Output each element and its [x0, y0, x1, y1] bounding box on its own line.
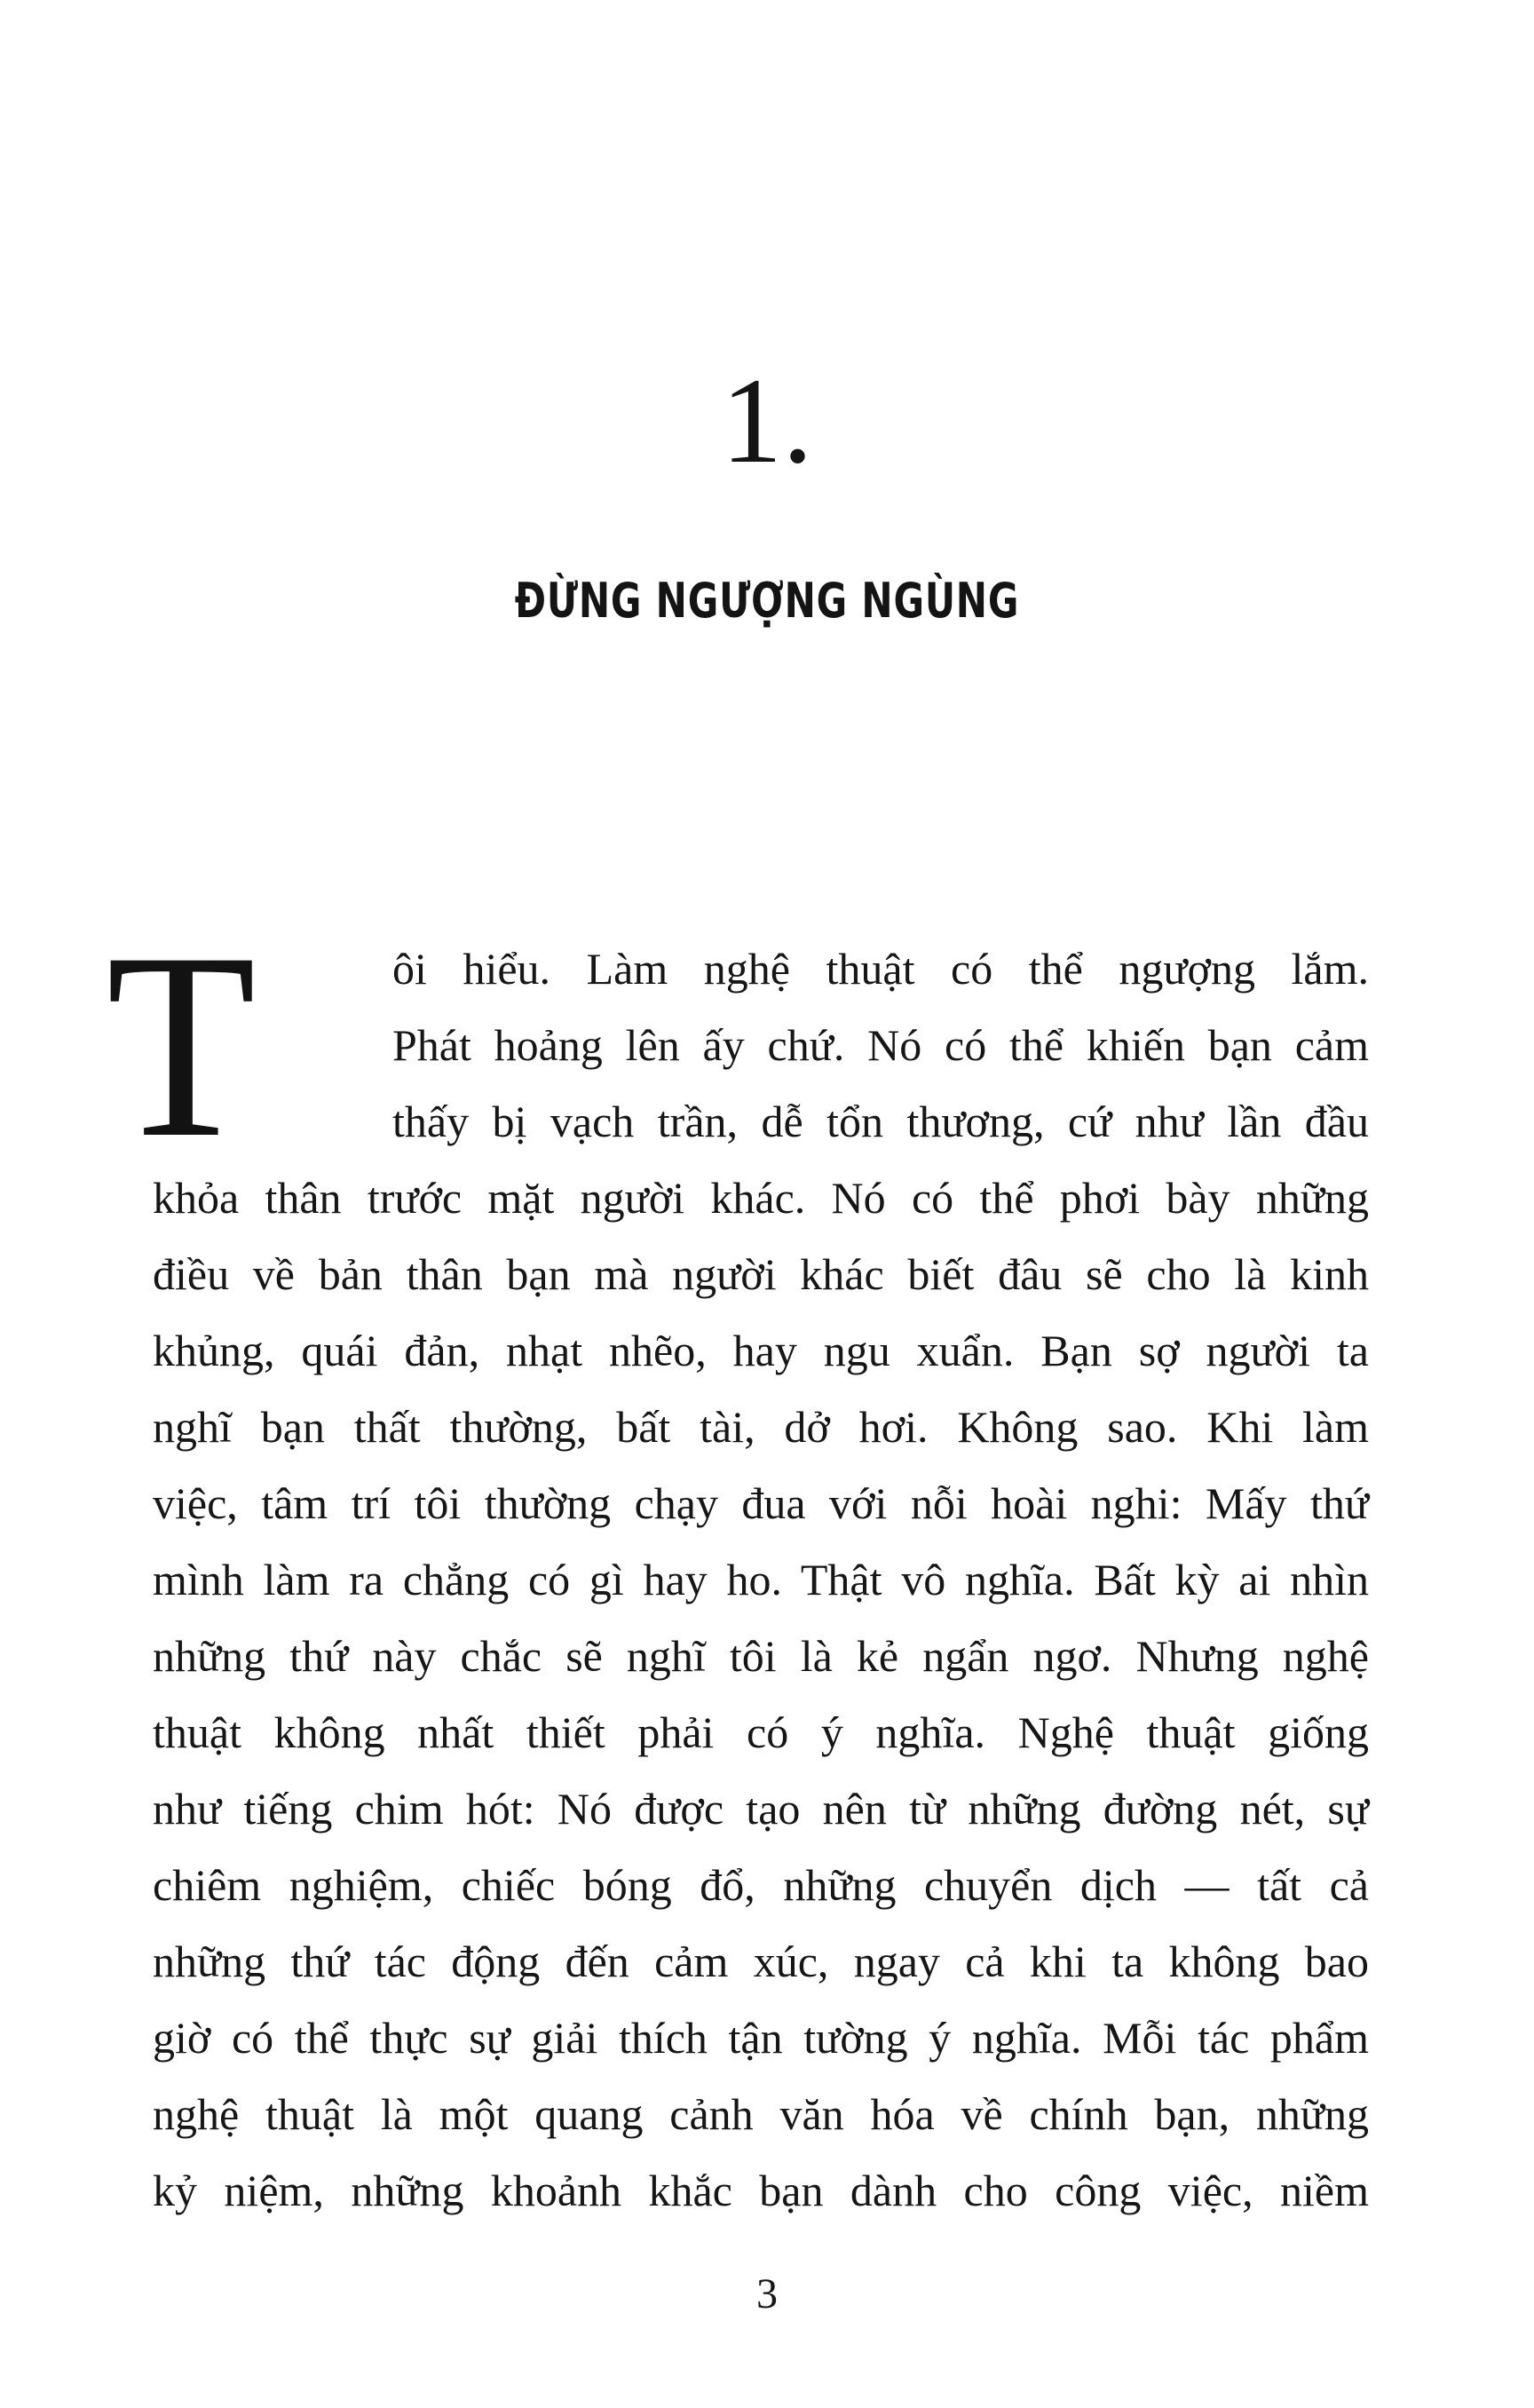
text-line: mình làm ra chẳng có gì hay ho. Thật vô nghĩa. Bất kỳ ai nhìn: [153, 1555, 1369, 1604]
text-line: nghệ thuật là một quang cảnh văn hóa về chính bạn, những: [153, 2089, 1369, 2139]
text-line: nghĩ bạn thất thường, bất tài, dở hơi. Không sao. Khi làm: [153, 1402, 1369, 1452]
text-line: thuật không nhất thiết phải có ý nghĩa. Nghệ thuật giống: [153, 1707, 1369, 1757]
text-line: những thứ tác động đến cảm xúc, ngay cả khi ta không bao: [153, 1937, 1369, 1986]
text-line: chiêm nghiệm, chiếc bóng đổ, những chuyển dịch — tất cả: [153, 1860, 1369, 1910]
text-line: kỷ niệm, những khoảnh khắc bạn dành cho công việc, niềm: [153, 2166, 1369, 2215]
chapter-number: 1.: [721, 352, 813, 488]
text-line: những thứ này chắc sẽ nghĩ tôi là kẻ ngẩn ngơ. Nhưng nghệ: [153, 1631, 1369, 1681]
chapter-title: ĐỪNG NGƯỢNG NGÙNG: [514, 573, 1020, 629]
text-line: điều về bản thân bạn mà người khác biết đâu sẽ cho là kinh: [153, 1249, 1369, 1299]
text-line: khủng, quái đản, nhạt nhẽo, hay ngu xuẩn. Bạn sợ người ta: [153, 1326, 1369, 1375]
text-line: giờ có thể thực sự giải thích tận tường ý nghĩa. Mỗi tác phẩm: [153, 2013, 1369, 2063]
text-line: khỏa thân trước mặt người khác. Nó có thể phơi bày những: [153, 1173, 1369, 1223]
text-line: việc, tâm trí tôi thường chạy đua với nỗi hoài nghi: Mấy thứ: [153, 1478, 1369, 1528]
text-line: như tiếng chim hót: Nó được tạo nên từ những đường nét, sự: [153, 1784, 1369, 1834]
text-line: thấy bị vạch trần, dễ tổn thương, cứ như lần đầu: [392, 1097, 1369, 1146]
text-line: ôi hiểu. Làm nghệ thuật có thể ngượng lắm.: [392, 944, 1369, 994]
drop-cap: T: [106, 898, 257, 1192]
page-number: 3: [756, 2270, 778, 2317]
text-line: Phát hoảng lên ấy chứ. Nó có thể khiến bạn cảm: [392, 1020, 1369, 1070]
